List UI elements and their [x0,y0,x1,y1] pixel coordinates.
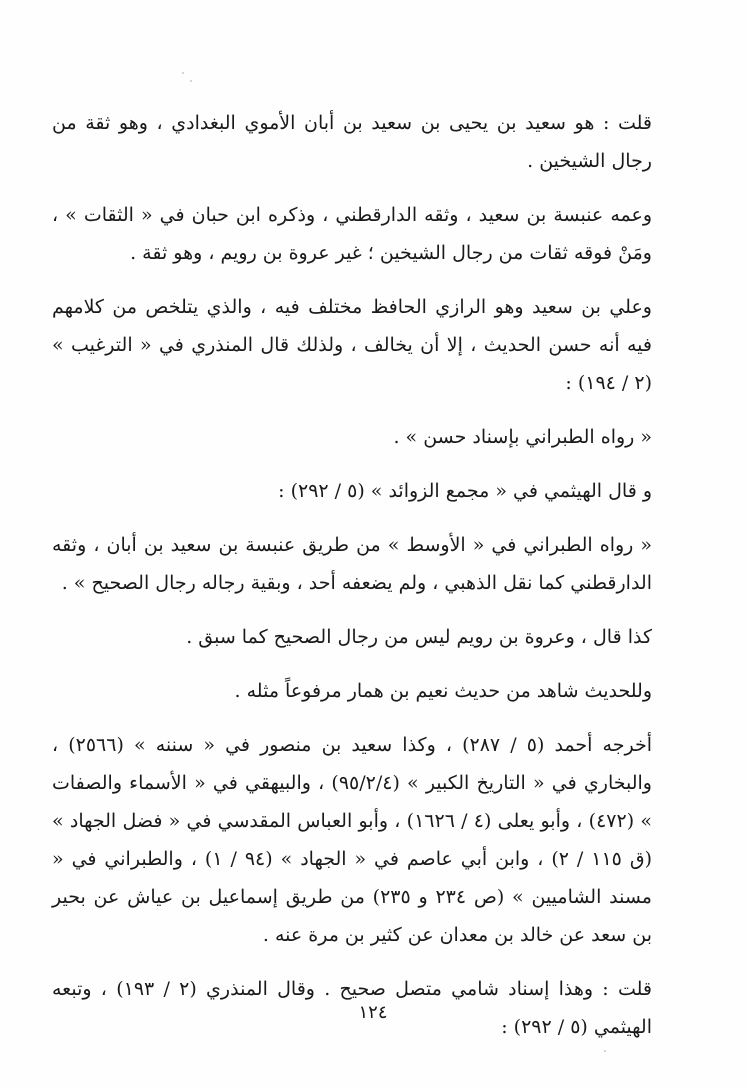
paragraph-conclusion: قلت : وهذا إسناد شامي متصل صحيح . وقال المنذري (٢ / ١٩٣) ، وتبعه الهيثمي (٥ / ٢٩٢) : [52,978,652,1038]
paragraph-takhrij: أخرجه أحمد (٥ / ٢٨٧) ، وكذا سعيد بن منصور في « سننه » (٢٥٦٦) ، والبخاري في « التاريخ الكبير » (٩٥/٢/٤) ، والبيهقي في « الأسماء والصفات » (٤٧٢) ، وأبو يعلى (٤ / ١٦٢٦) ، وأبو العباس المقدسي في « فضل الجهاد » (ق ١١٥ / ٢) ، وابن أبي عاصم في « الجهاد » (٩٤ / ١) ، والطبراني في « مسند الشاميين » (ص ٢٣٤ و ٢٣٥) من طريق إسماعيل بن عياش عن بحير بن سعد عن خالد بن معدان عن كثير بن مرة عنه . [52,734,652,946]
paragraph-ali-bin-said: وعلي بن سعيد وهو الرازي الحافظ مختلف فيه ، والذي يتلخص من كلامهم فيه أنه حسن الحديث ، إلا أن يخالف ، ولذلك قال المنذري في « الترغيب » (٢ / ١٩٤) : [52,296,652,394]
paragraph-shahid: وللحديث شاهد من حديث نعيم بن همار مرفوعاً مثله . [234,680,652,702]
paragraph-comment: كذا قال ، وعروة بن رويم ليس من رجال الصحيح كما سبق . [186,626,652,648]
paragraph-uncle-anbasa: وعمه عنبسة بن سعيد ، وثقه الدارقطني ، وذكره ابن حبان في « الثقات » ، ومَنْ فوقه ثقات من رجال الشيخين ؛ غير عروة بن رويم ، وهو ثقة . [52,204,652,264]
paragraph-narrator-note: قلت : هو سعيد بن يحيى بن سعيد بن أبان الأموي البغدادي ، وهو ثقة من رجال الشيخين . [52,112,652,172]
paragraph-tabarani-quote: « رواه الطبراني بإسناد حسن » . [393,426,652,448]
page-number: ١٢٤ [358,1002,388,1023]
scan-speck [190,80,192,82]
paragraph-haythami-intro: و قال الهيثمي في « مجمع الزوائد » (٥ / ٢٩٢) : [278,480,652,502]
scan-speck [182,72,184,74]
page-body [52,104,674,1062]
paragraph-haythami-quote: « رواه الطبراني في « الأوسط » من طريق عنبسة بن سعيد بن أبان ، وثقه الدارقطني كما نقل الذهبي ، ولم يضعفه أحد ، وبقية رجاله رجال الصحيح » . [52,534,652,594]
